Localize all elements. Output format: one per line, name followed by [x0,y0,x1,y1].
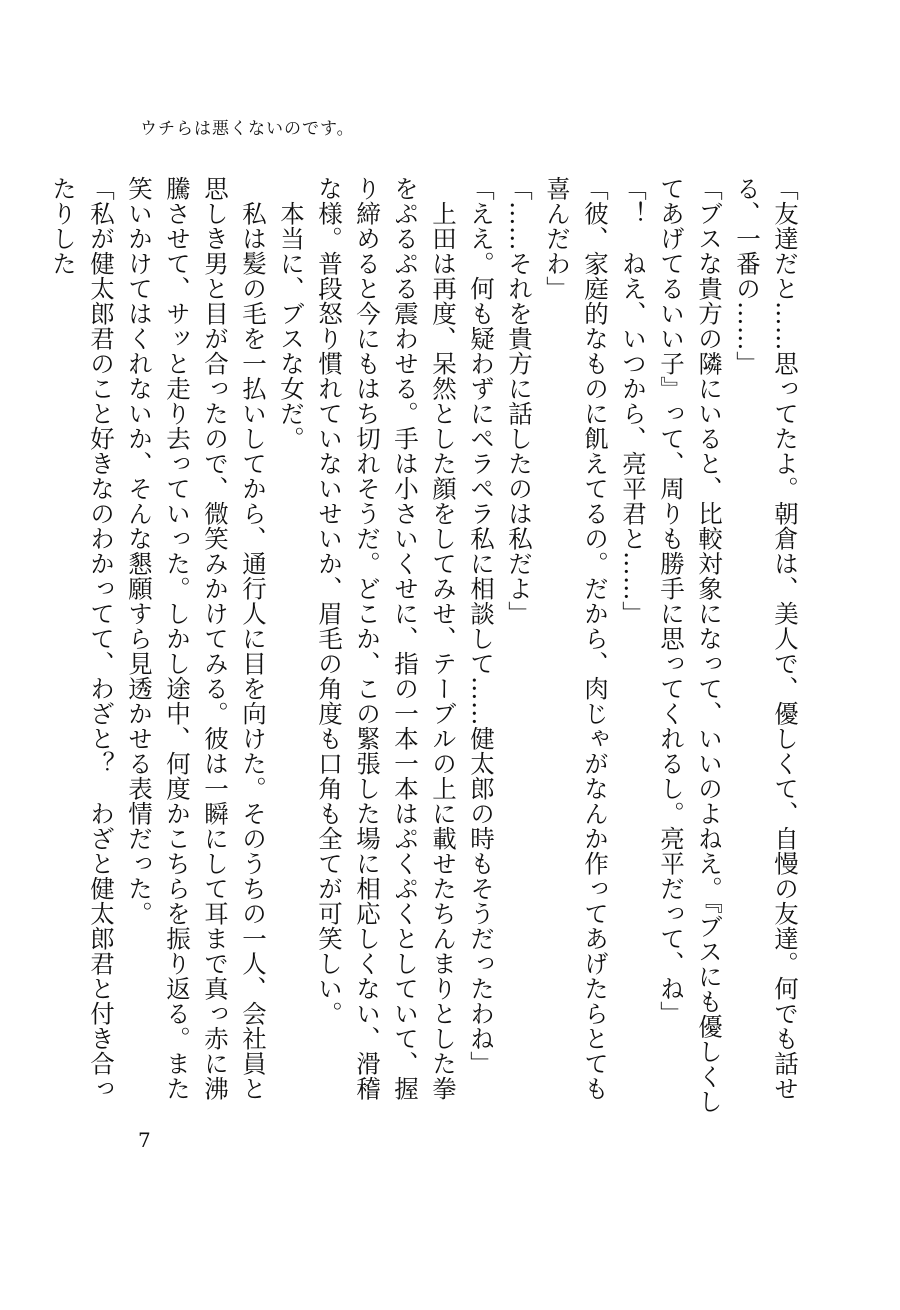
paragraph: 「……それを貴方に話したのは私だよ」 [505,176,534,626]
paragraph: 上田は再度、呆然とした顔をしてみせ、テーブルの上に載せたちんまりとした拳をぷるぷる震わせる。手は小さいくせに、指の一本一本はぷくぷくとしていて、握り締めると今にもはち切れそうだ。どこか、この緊張した場に相応しくない、滑稽な様。普段怒り慣れていないせいか、眉毛の角度も口角も全てが可笑しい。 [315,176,458,1101]
page-number: 7 [138,1128,151,1152]
body-text [49,176,804,1116]
paragraph: 「！ ねえ、いつから、亮平君と……」 [619,176,648,626]
paragraph: 「ええ。何も疑わずにペラペラ私に相談して……健太郎の時もそうだったわね」 [467,176,496,1076]
paragraph: 「ブスな貴方の隣にいると、比較対象になって、いいのよねえ。『ブスにも優しくしてあげてるいい子』って、周りも勝手に思ってくれるし。亮平だって、ね」 [657,176,724,1114]
paragraph: 本当に、ブスな女だ。 [277,200,306,451]
paragraph: 「彼、家庭的なものに飢えてるの。だから、肉じゃがなんか作ってあげたらとても喜んだわ」 [543,176,610,1101]
paragraph: 「友達だと……思ってたよ。朝倉は、美人で、優しくて、自慢の友達。何でも話せる、一番の……」 [733,176,800,1101]
paragraph: 「私が健太郎君のこと好きなのわかってて、わざと？ わざと健太郎君と付き合ったりした [49,176,116,1101]
running-header: ウチらは悪くないのです。 [140,119,355,139]
paragraph: 私は髪の毛を一払いしてから、通行人に目を向けた。そのうちの一人、会社員と思しき男と目が合ったので、微笑みかけてみる。彼は一瞬にして耳まで真っ赤に沸騰させて、サッと走り去っていった。しかし途中、何度かこちらを振り返る。また笑いかけてはくれないか、そんな懇願すら見透かせる表情だった。 [125,176,268,1101]
